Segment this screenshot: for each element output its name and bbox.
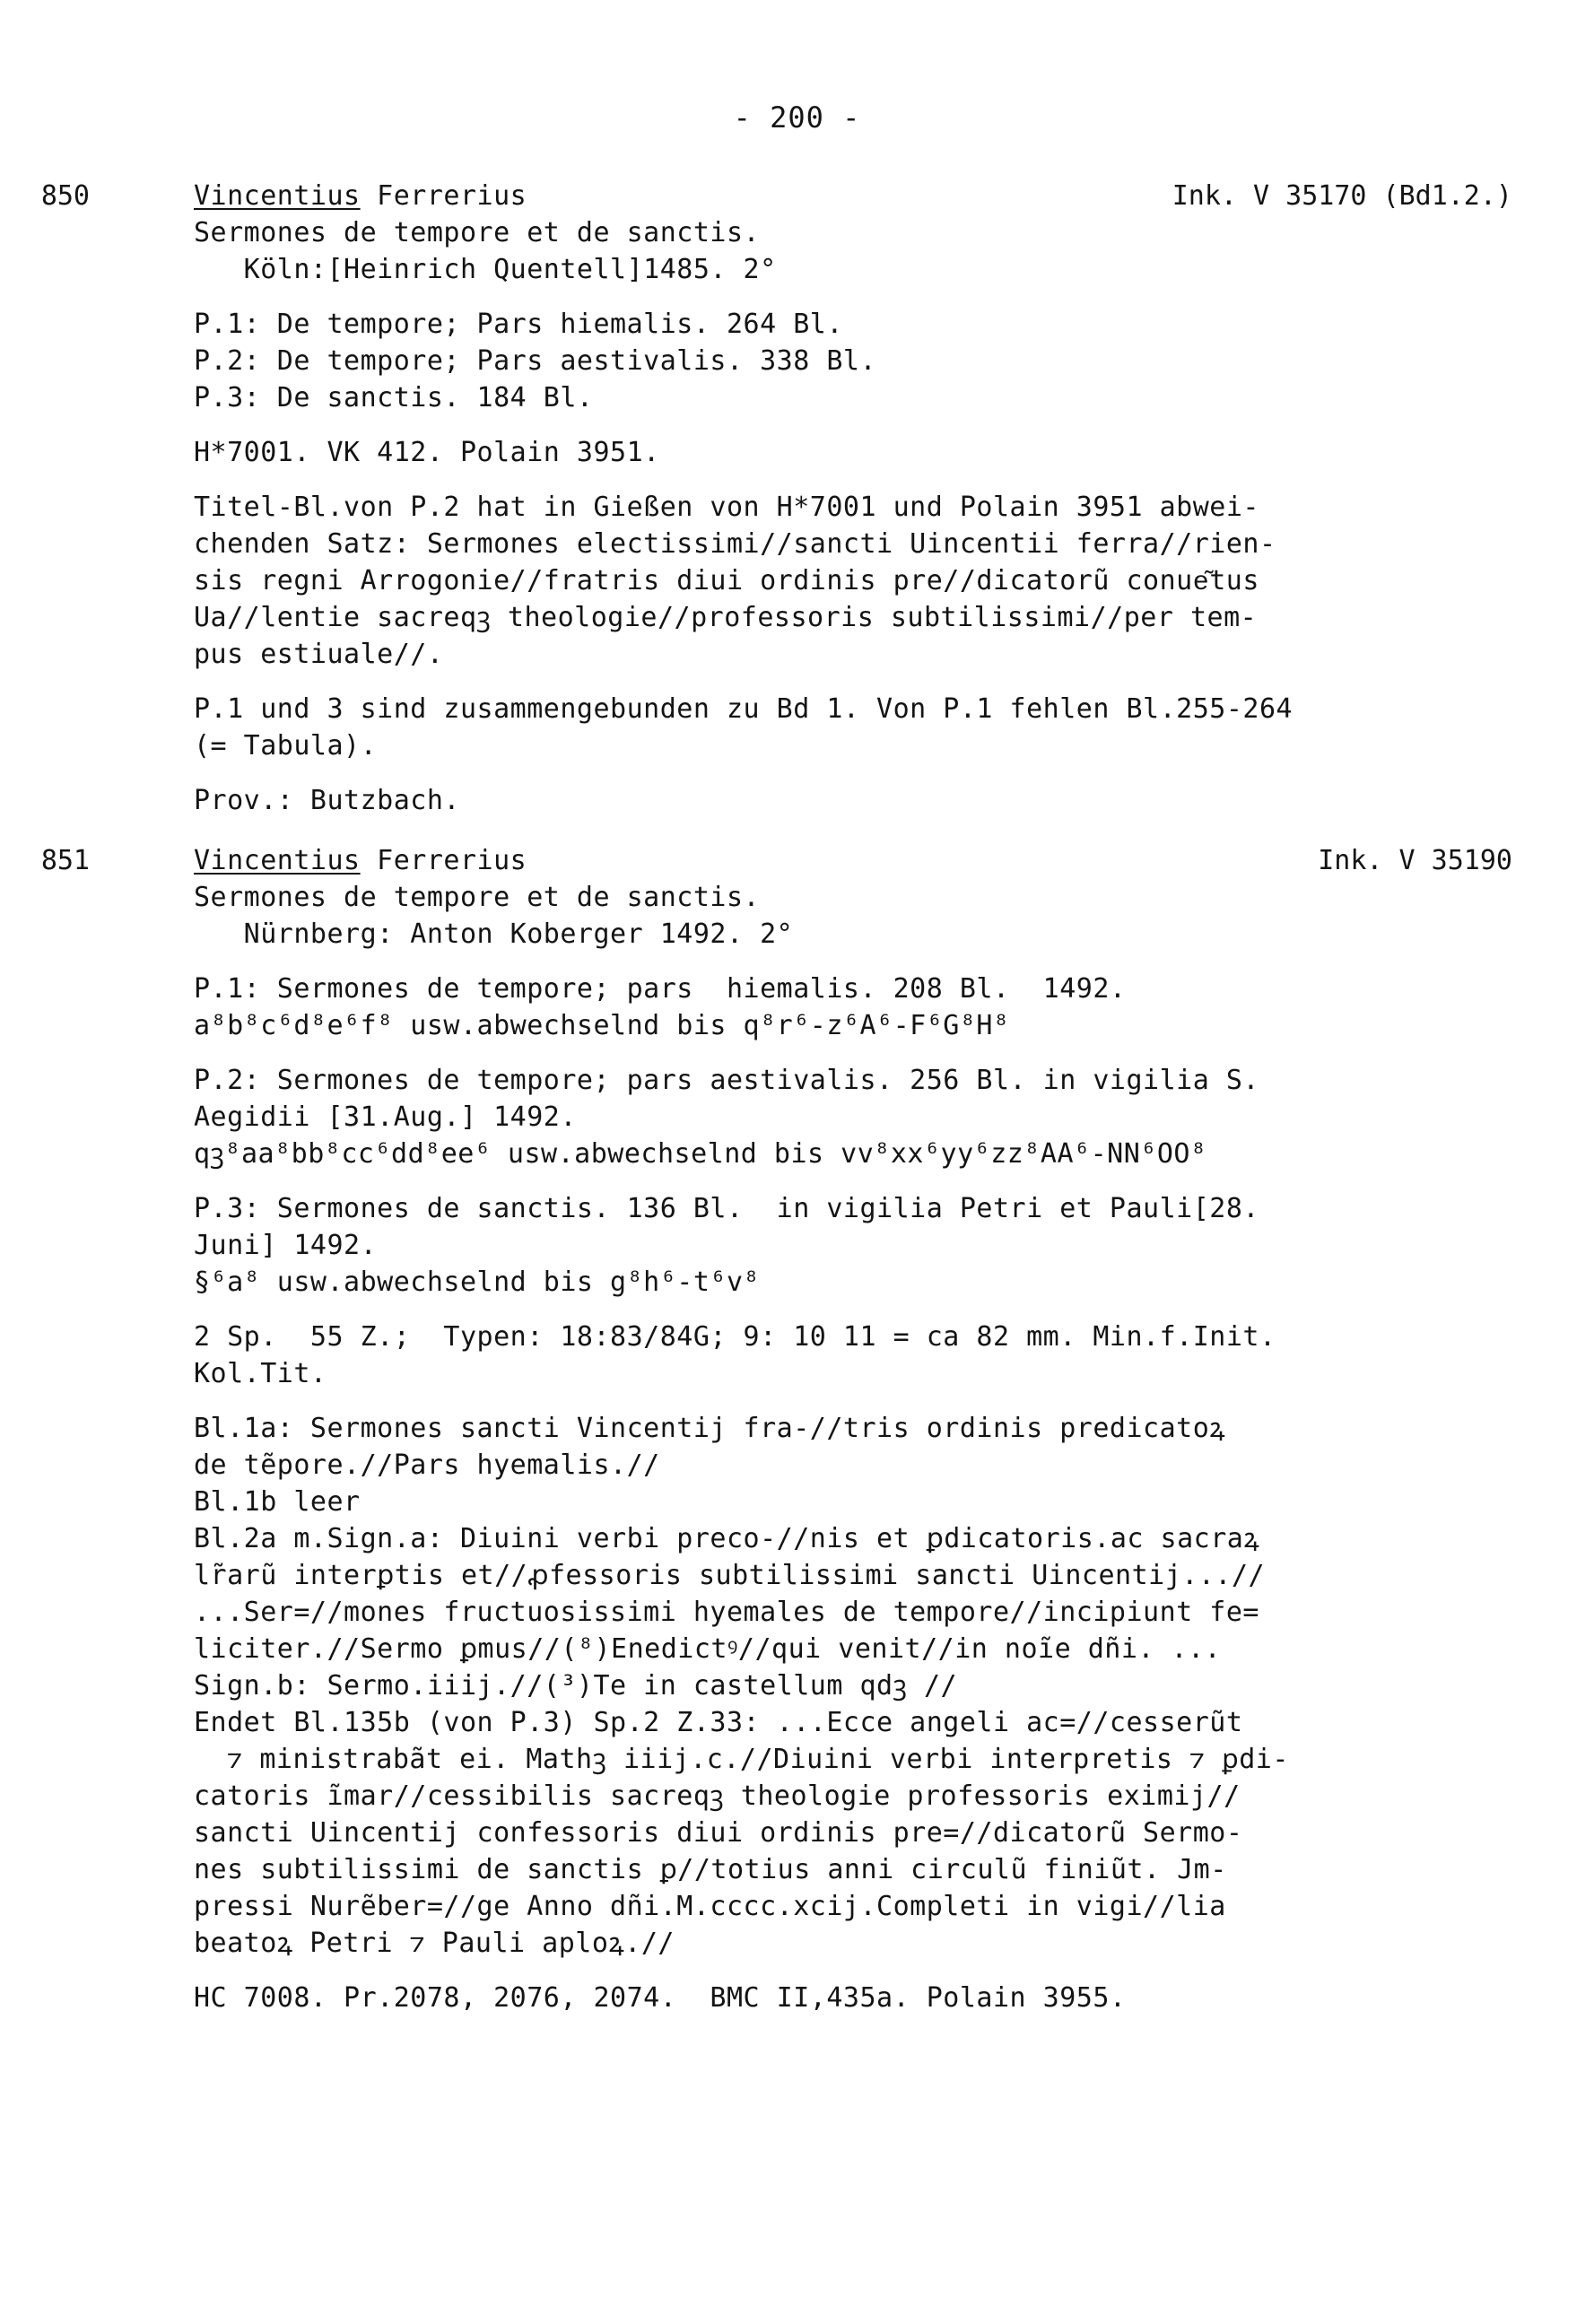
text-line: P.2: Sermones de tempore; pars aestivalis. 256 Bl. in vigilia S. (194, 1065, 1259, 1096)
line-gap (194, 764, 1530, 782)
text-line: pressi Nurẽber=//ge Anno dñi.M.cccc.xcij.Completi in vigi//lia (194, 1891, 1226, 1922)
line-gap (194, 1392, 1530, 1410)
text-line: Endet Bl.135b (von P.3) Sp.2 Z.33: ...Ecce angeli ac=//cesserũt (194, 1707, 1243, 1738)
text-line: nes subtilissimi de sanctis ꝑ//totius anni circulũ finiũt. Jm- (194, 1854, 1227, 1885)
text-line: 2 Sp. 55 Z.; Typen: 18:83/84G; 9: 10 11 = ca 82 mm. Min.f.Init. (194, 1321, 1276, 1353)
text-line: Aegidii [31.Aug.] 1492. (194, 1101, 577, 1133)
shelfmark: Ink. V 35190 (1318, 845, 1512, 876)
author-surname: Ferrerius (360, 180, 527, 212)
text-line: qꝫ⁸aa⁸bb⁸cc⁶dd⁸ee⁶ usw.abwechselnd bis vv⁸xx⁶yy⁶zz⁸AA⁶-NN⁶OO⁸ (194, 1138, 1207, 1170)
text-line: Sermones de tempore et de sanctis. (194, 217, 761, 248)
line-gap (194, 1962, 1530, 1980)
text-line: (= Tabula). (194, 730, 378, 762)
text-line: Sign.b: Sermo.iiij.//(³)Te in castellum qdꝫ // (194, 1670, 958, 1702)
author-name: Vincentius (194, 845, 361, 876)
text-line: a⁸b⁸c⁶d⁸e⁶f⁸ usw.abwechselnd bis q⁸r⁶-z⁶A⁶-F⁶G⁸H⁸ (194, 1010, 1010, 1041)
text-line: H*7001. VK 412. Polain 3951. (194, 437, 660, 468)
text-line: §⁶a⁸ usw.abwechselnd bis g⁸h⁶-t⁶v⁸ (194, 1266, 761, 1298)
author-name: Vincentius (194, 180, 361, 212)
text-line: liciter.//Sermo ꝑmus//(⁸)Enedictꝰ//qui venit//in noĩe dñi. ... (194, 1633, 1222, 1665)
entry-body (194, 879, 1530, 2016)
text-line: Nürnberg: Anton Koberger 1492. 2° (194, 918, 794, 950)
text-line: Titel-Bl.von P.2 hat in Gießen von H*7001 und Polain 3951 abwei- (194, 492, 1259, 523)
entry-number: 850 (40, 180, 90, 212)
text-line: Bl.2a m.Sign.a: Diuini verbi preco-//nis et ꝑdicatoris.ac sacraꝝ (194, 1523, 1260, 1554)
line-gap (194, 288, 1530, 306)
text-line: Bl.1b leer (194, 1486, 361, 1518)
catalog-entry-851 (40, 842, 1530, 2016)
text-line: catoris ĩmar//cessibilis sacreqꝫ theologie professoris eximij// (194, 1780, 1241, 1812)
text-line: ...Ser=//mones fructuosissimi hyemales de tempore//incipiunt fe= (194, 1597, 1259, 1628)
line-gap (194, 416, 1530, 434)
text-line: Köln:[Heinrich Quentell]1485. 2° (194, 254, 777, 285)
catalog-entry-850 (40, 178, 1530, 819)
text-line: Prov.: Butzbach. (194, 785, 460, 816)
line-gap (194, 673, 1530, 691)
text-line: Bl.1a: Sermones sancti Vincentij fra-//tris ordinis predicatoꝝ (194, 1413, 1226, 1444)
text-line: P.1: Sermones de tempore; pars hiemalis. 208 Bl. 1492. (194, 973, 1127, 1005)
text-line: P.3: Sermones de sanctis. 136 Bl. in vigilia Petri et Pauli[28. (194, 1193, 1259, 1224)
text-line: Ua//lentie sacreqꝫ theologie//professoris subtilissimi//per tem- (194, 602, 1258, 633)
line-gap (194, 953, 1530, 971)
text-line: lr̃arũ interꝑtis et//ꝓfessoris subtilissimi sancti Uincentij...// (194, 1560, 1266, 1591)
line-gap (194, 1044, 1530, 1062)
text-line: pus estiuale//. (194, 639, 444, 670)
text-line: Kol.Tit. (194, 1358, 327, 1389)
page-number: - 200 - (733, 100, 861, 135)
text-line: Sermones de tempore et de sanctis. (194, 882, 761, 913)
line-gap (194, 1172, 1530, 1190)
text-line: P.1 und 3 sind zusammengebunden zu Bd 1. Von P.1 fehlen Bl.255-264 (194, 693, 1293, 725)
shelfmark: Ink. V 35170 (Bd1.2.) (1172, 180, 1512, 212)
line-gap (194, 1301, 1530, 1319)
text-line: sancti Uincentij confessoris diui ordinis pre=//dicatorũ Sermo- (194, 1817, 1243, 1849)
text-line: P.1: De tempore; Pars hiemalis. 264 Bl. (194, 309, 843, 340)
line-gap (194, 471, 1530, 489)
text-line: beatoꝝ Petri ⁊ Pauli aploꝝ.// (194, 1928, 675, 1959)
entry-body (194, 214, 1530, 819)
text-line: ⁊ ministrabãt ei. Mathꝫ iiij.c.//Diuini verbi interpretis ⁊ ꝑdi- (194, 1744, 1289, 1775)
text-line: sis regni Arrogonie//fratris diui ordinis pre//dicatorũ conue͂tus (194, 565, 1259, 596)
text-line: HC 7008. Pr.2078, 2076, 2074. BMC II,435a. Polain 3955. (194, 1982, 1127, 2014)
text-line: P.2: De tempore; Pars aestivalis. 338 Bl. (194, 345, 877, 377)
text-line: de tẽpore.//Pars hyemalis.// (194, 1449, 660, 1481)
text-line: chenden Satz: Sermones electissimi//sancti Uincentii ferra//rien- (194, 528, 1276, 560)
entry-number: 851 (40, 845, 90, 876)
text-line: P.3: De sanctis. 184 Bl. (194, 382, 594, 413)
author-surname: Ferrerius (360, 845, 527, 876)
text-line: Juni] 1492. (194, 1230, 378, 1261)
